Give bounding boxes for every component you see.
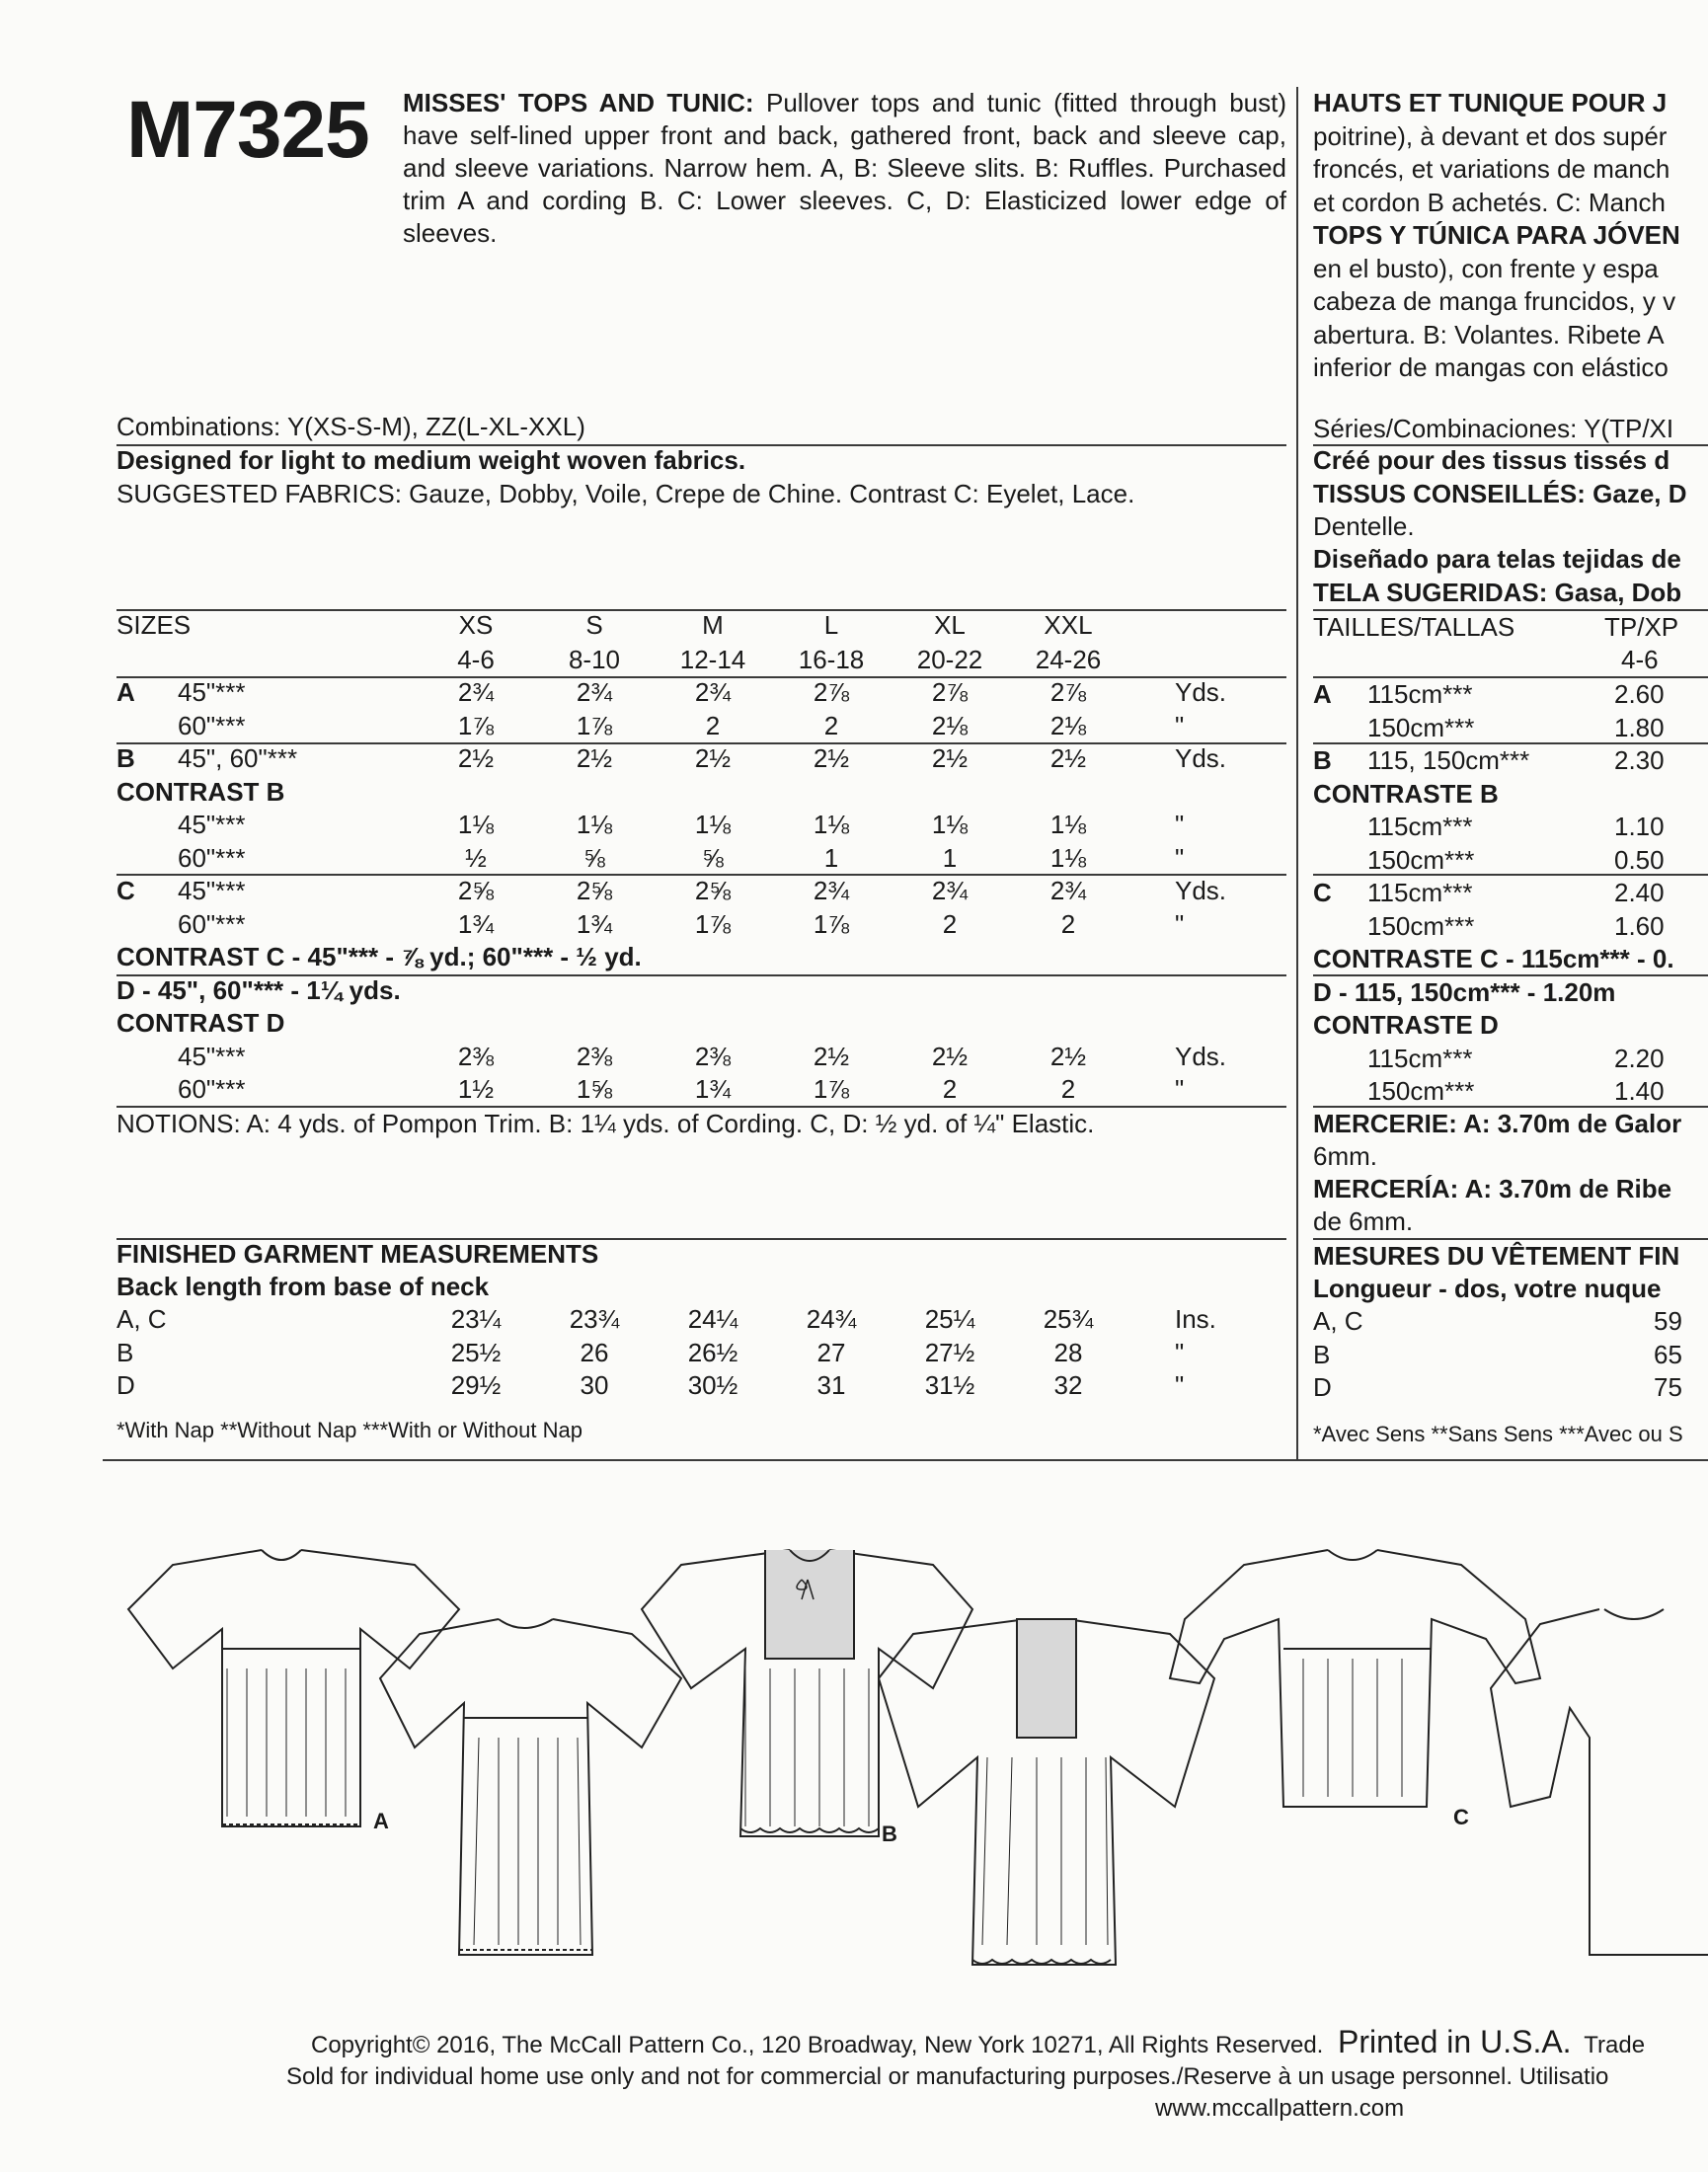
yardage-value: 1⅞: [457, 710, 495, 740]
fr-measure-value: 59: [1654, 1306, 1682, 1336]
fr-notions-2: 6mm.: [1313, 1141, 1377, 1171]
desc-line: HAUTS ET TUNIQUE POUR J: [1313, 88, 1668, 117]
yardage-value: ½: [465, 842, 487, 873]
yardage-value: 2½: [1049, 1041, 1087, 1071]
yardage-value: 2½: [457, 743, 495, 773]
unit: ": [1175, 908, 1185, 939]
description-title: MISSES' TOPS AND TUNIC:: [403, 88, 754, 117]
view-c-label: C: [1453, 1805, 1469, 1829]
fr-fabric-width: 115cm***: [1367, 1043, 1473, 1073]
fr-measure-value: 75: [1654, 1372, 1682, 1402]
footnote: *With Nap **Without Nap ***With or Without Nap: [116, 1418, 582, 1442]
fr-fabric-width: 150cm***: [1367, 712, 1475, 742]
size-range: 24-26: [1035, 645, 1102, 674]
desc-line: poitrine), à devant et dos supér: [1313, 120, 1668, 151]
yardage-value: 2: [942, 1074, 958, 1104]
view-label: C: [116, 876, 135, 905]
fr-value: 1.80: [1614, 712, 1665, 742]
fr-view-label: D - 115, 150cm*** - 1.20m: [1313, 976, 1616, 1007]
measurement-value: 25½: [450, 1337, 502, 1367]
yardage-value: 2⅛: [931, 710, 969, 740]
yardage-value: 2⅞: [1049, 677, 1087, 707]
yardage-value: 1¾: [576, 908, 613, 939]
finished-view: B: [116, 1337, 134, 1367]
fr-footnote: *Avec Sens **Sans Sens ***Avec ou S: [1313, 1422, 1683, 1446]
yardage-value: 1⅞: [576, 710, 613, 740]
size-header: XXL: [1044, 610, 1093, 640]
fr-measure-view: B: [1313, 1339, 1331, 1369]
yardage-value: ⅝: [583, 842, 605, 873]
view-label: B: [116, 743, 135, 773]
yardage-value: 2⅞: [813, 677, 850, 707]
unit: Yds.: [1175, 677, 1227, 707]
fabric-width: 45"***: [178, 810, 246, 839]
sizes-label: SIZES: [116, 610, 192, 640]
size-range: 8-10: [568, 645, 621, 674]
yardage-value: 2⅜: [576, 1041, 613, 1071]
fr-fabric-width: 115cm***: [1367, 812, 1473, 841]
pattern-description: [403, 87, 1286, 250]
size-range: 4-6: [457, 645, 495, 674]
yardage-value: 1¾: [694, 1074, 732, 1104]
fabric-width: 45"***: [178, 677, 246, 707]
column-divider: [1296, 87, 1298, 1459]
es-notions-2: de 6mm.: [1313, 1206, 1414, 1236]
fr-combinations: Séries/Combinaciones: Y(TP/XI: [1313, 414, 1674, 443]
yardage-value: 2½: [1049, 743, 1087, 773]
measurement-value: 25¼: [924, 1304, 975, 1334]
unit: ": [1175, 1370, 1185, 1400]
finished-subtitle: Back length from base of neck: [116, 1272, 490, 1301]
measurement-value: 30½: [687, 1370, 738, 1400]
fr-size-sub: 4-6: [1621, 645, 1659, 674]
fr-measure-value: 65: [1654, 1339, 1682, 1369]
suggested-fabrics: SUGGESTED FABRICS: Gauze, Dobby, Voile, Crepe de Chine. Contrast C: Eyelet, Lace.: [116, 479, 1135, 508]
measurement-value: 30: [580, 1370, 609, 1400]
yardage-value: 2⅝: [576, 876, 613, 905]
measurement-value: 24¾: [806, 1304, 857, 1334]
yardage-value: 1⅛: [813, 810, 850, 839]
fr-fabric-width: 115cm***: [1367, 878, 1473, 907]
yardage-value: 2½: [931, 743, 969, 773]
yardage-value: 1: [942, 842, 958, 873]
fr-value: 2.40: [1614, 878, 1665, 907]
fr-measure-view: D: [1313, 1372, 1332, 1402]
size-range: 16-18: [798, 645, 865, 674]
fr-fabric-width: 115cm***: [1367, 679, 1473, 709]
measurement-value: 23¾: [569, 1304, 620, 1334]
view-label: A: [116, 677, 135, 707]
copyright-line: Copyright© 2016, The McCall Pattern Co., 120 Broadway, New York 10271, All Rights Reserved. Printed in U.S.A. Trade: [311, 2024, 1646, 2059]
view-b-front-illustration: [879, 1619, 1214, 1965]
fr-notions: MERCERIE: A: 3.70m de Galor: [1313, 1109, 1682, 1138]
view-c-back-illustration: [1170, 1550, 1540, 1807]
size-range: 12-14: [679, 645, 746, 674]
view-a-front-illustration: [380, 1619, 681, 1955]
fr-view-label: CONTRASTE D: [1313, 1010, 1499, 1040]
yardage-value: 2: [1060, 908, 1076, 939]
yardage-value: 2: [823, 710, 839, 740]
yardage-value: 2¾: [576, 677, 613, 707]
unit: ": [1175, 842, 1185, 873]
unit: Ins.: [1175, 1304, 1216, 1334]
desc-line: et cordon B achetés. C: Manch: [1313, 187, 1666, 217]
view-a-label: A: [373, 1809, 389, 1833]
yardage-value: ⅝: [702, 842, 724, 873]
fr-fabric-width: 115, 150cm***: [1367, 745, 1530, 775]
size-header: M: [702, 610, 724, 640]
unit: ": [1175, 810, 1185, 839]
measurement-value: 24¼: [687, 1304, 738, 1334]
fr-fabric-width: 150cm***: [1367, 910, 1475, 941]
fabric-width: 60"***: [178, 908, 246, 939]
fr-value: 1.40: [1614, 1076, 1665, 1106]
fabric-width: 60"***: [178, 842, 246, 873]
fr-value: 0.50: [1614, 844, 1665, 875]
yardage-value: 1⅛: [694, 810, 732, 839]
yardage-value: 1¾: [457, 908, 495, 939]
view-label: CONTRAST B: [116, 776, 285, 807]
yardage-value: 2¾: [813, 876, 850, 905]
fr-measure-view: A, C: [1313, 1306, 1363, 1336]
fr-measure-title: MESURES DU VÊTEMENT FIN: [1313, 1241, 1680, 1271]
fr-fabric-width: 150cm***: [1367, 844, 1475, 875]
measurement-value: 23¼: [450, 1304, 502, 1334]
fr-size-head: TP/XP: [1604, 612, 1679, 642]
yardage-value: 2: [705, 710, 721, 740]
finished-title: FINISHED GARMENT MEASUREMENTS: [116, 1239, 599, 1269]
es-suggested: TELA SUGERIDAS: Gasa, Dob: [1313, 578, 1682, 607]
measurement-value: 31: [816, 1370, 846, 1400]
yardage-value: 2⅜: [694, 1041, 732, 1071]
fr-view-label: B: [1313, 745, 1332, 775]
fabric-width: 60"***: [178, 1074, 246, 1104]
measurement-value: 31½: [924, 1370, 975, 1400]
yardage-value: 2½: [813, 1041, 850, 1071]
desc-line: en el busto), con frente y espa: [1313, 253, 1659, 283]
yardage-value: 2: [942, 908, 958, 939]
view-c-front-illustration: [1491, 1609, 1708, 1955]
website: www.mccallpattern.com: [1155, 2095, 1405, 2122]
view-label: CONTRAST D: [116, 1008, 285, 1038]
fr-value: 1.10: [1614, 812, 1665, 841]
measurement-value: 26½: [687, 1337, 738, 1367]
fabric-width: 45"***: [178, 876, 246, 905]
desc-line: inferior de mangas con elástico: [1313, 352, 1669, 382]
fr-suggested: TISSUS CONSEILLÉS: Gaze, D: [1313, 479, 1687, 508]
yardage-value: 2½: [813, 743, 850, 773]
unit: ": [1175, 1074, 1185, 1104]
yardage-value: 2½: [931, 1041, 969, 1071]
fr-fabric-width: 150cm***: [1367, 1076, 1475, 1106]
unit: Yds.: [1175, 743, 1227, 773]
size-range: 20-22: [916, 645, 983, 674]
view-b-back-illustration: [642, 1550, 972, 1836]
yardage-value: 2: [1060, 1074, 1076, 1104]
garment-illustrations: [0, 1511, 1708, 2024]
yardage-value: 2⅞: [931, 677, 969, 707]
french-spanish-description: [1313, 87, 1708, 385]
view-label: D - 45", 60"*** - 1¼ yds.: [116, 974, 401, 1005]
yardage-value: 2¾: [457, 677, 495, 707]
yardage-value: 2⅜: [457, 1041, 495, 1071]
yardage-value: 2½: [576, 743, 613, 773]
yardage-value: 1⅞: [694, 908, 732, 939]
unit: Yds.: [1175, 876, 1227, 905]
desc-line: TOPS Y TÚNICA PARA JÓVEN: [1313, 220, 1680, 250]
yardage-value: 1⅝: [576, 1074, 613, 1104]
fr-sizes-label: TAILLES/TALLAS: [1313, 612, 1515, 642]
yardage-value: 1⅛: [931, 810, 969, 839]
yardage-value: 1⅛: [1049, 842, 1087, 873]
es-notions: MERCERÍA: A: 3.70m de Ribe: [1313, 1174, 1672, 1203]
view-label: CONTRAST C - 45"*** - ⅞ yd.; 60"*** - ½ yd.: [116, 942, 642, 971]
fr-view-label: C: [1313, 878, 1332, 907]
yardage-value: 1⅛: [576, 810, 613, 839]
rule: [103, 1459, 1708, 1461]
yardage-value: 1⅛: [457, 810, 495, 839]
yardage-value: 1⅞: [813, 908, 850, 939]
size-header: XS: [458, 610, 494, 640]
fr-value: 2.60: [1614, 679, 1665, 709]
yardage-value: 1½: [457, 1074, 495, 1104]
fabric-width: 45"***: [178, 1041, 246, 1071]
view-a-back-illustration: [128, 1550, 459, 1826]
usage-line: Sold for individual home use only and not for commercial or manufacturing purposes./Reserve à un usage personnel. Utilisatio: [286, 2063, 1609, 2090]
yardage-value: 2½: [694, 743, 732, 773]
unit: Yds.: [1175, 1041, 1227, 1071]
size-header: XL: [934, 610, 966, 640]
yardage-value: 1⅞: [813, 1074, 850, 1104]
combinations: Combinations: Y(XS-S-M), ZZ(L-XL-XXL): [116, 412, 585, 441]
fr-fabric: Créé pour des tissus tissés d: [1313, 445, 1670, 475]
measurement-value: 26: [580, 1337, 609, 1367]
pattern-number: M7325: [126, 85, 369, 175]
measurement-value: 27: [816, 1337, 846, 1367]
desc-line: froncés, et variations de manch: [1313, 154, 1670, 184]
size-header: S: [585, 610, 603, 640]
yardage-value: 2¾: [694, 677, 732, 707]
fr-suggested-2: Dentelle.: [1313, 511, 1415, 541]
fr-view-label: A: [1313, 679, 1332, 709]
fr-value: 2.30: [1614, 745, 1665, 775]
description-text: Pullover tops and tunic (fitted through bust) have self-lined upper front and back, gathered front, back and sleeve cap, and sleeve variations. Narrow hem. A, B: Sleeve slits. B: Ruffles. Purchased trim A and cording B. C: Lower sleeves. C, D: Elasticized lower edge of sleeves.: [403, 88, 1286, 248]
measurement-value: 28: [1053, 1337, 1083, 1367]
yardage-value: 2⅛: [1049, 710, 1087, 740]
fabric-note: Designed for light to medium weight woven fabrics.: [116, 445, 746, 475]
fr-view-label: CONTRASTE B: [1313, 778, 1499, 809]
finished-view: A, C: [116, 1304, 167, 1334]
measurement-value: 25¾: [1043, 1304, 1094, 1334]
yardage-value: 2¾: [931, 876, 969, 905]
desc-line: abertura. B: Volantes. Ribete A: [1313, 319, 1665, 349]
yardage-value: 2⅝: [457, 876, 495, 905]
measurement-value: 27½: [924, 1337, 975, 1367]
size-header: L: [823, 610, 839, 640]
desc-line: cabeza de manga fruncidos, y v: [1313, 286, 1676, 316]
es-fabric: Diseñado para telas tejidas de: [1313, 544, 1681, 574]
yardage-value: 2⅝: [694, 876, 732, 905]
fr-measure-sub: Longueur - dos, votre nuque: [1313, 1274, 1662, 1303]
fr-view-label: CONTRASTE C - 115cm*** - 0.: [1313, 944, 1674, 973]
finished-view: D: [116, 1370, 135, 1400]
unit: ": [1175, 1337, 1185, 1367]
yardage-value: 1: [823, 842, 839, 873]
fr-value: 1.60: [1614, 910, 1665, 941]
measurement-value: 32: [1053, 1370, 1083, 1400]
yardage-value: 2¾: [1049, 876, 1087, 905]
fabric-width: 45", 60"***: [178, 743, 298, 773]
yardage-value: 1⅛: [1049, 810, 1087, 839]
fr-value: 2.20: [1614, 1043, 1665, 1073]
notions: NOTIONS: A: 4 yds. of Pompon Trim. B: 1¼ yds. of Cording. C, D: ½ yd. of ¼" Elastic.: [116, 1109, 1095, 1138]
fabric-width: 60"***: [178, 710, 246, 740]
measurement-value: 29½: [450, 1370, 502, 1400]
view-b-label: B: [882, 1822, 897, 1846]
unit: ": [1175, 710, 1185, 740]
